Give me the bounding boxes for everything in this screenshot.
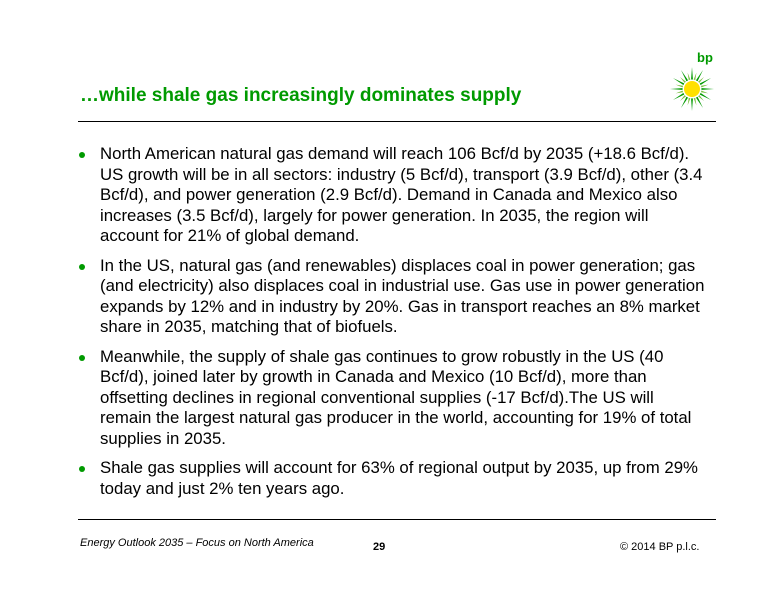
bullet-text: North American natural gas demand will reach 106 Bcf/d by 2035 (+18.6 Bcf/d). US growth will be in all sectors: industry (5 Bcf/d), transport (3.9 Bcf/d), other (3.4 Bcf/d), and power generation (2.9 Bcf/d). Demand in Canada and Mexico also increases (3.5 Bcf/d), largely for power generation. In 2035, the region will account for 21% of global demand.: [100, 144, 703, 245]
bullet-item: [76, 347, 706, 450]
footer-source: Energy Outlook 2035 – Focus on North America: [80, 537, 314, 549]
bullet-text: Meanwhile, the supply of shale gas continues to grow robustly in the US (40 Bcf/d), joined later by growth in Canada and Mexico (10 Bcf/d), more than offsetting declines in regional conventional supplies (-17 Bcf/d).The US will remain the largest natural gas producer in the world, accounting for 19% of total supplies in 2035.: [100, 346, 692, 448]
bullet-dot-icon: [79, 355, 85, 361]
bp-logo-text: bp: [697, 50, 713, 65]
bullet-text: Shale gas supplies will account for 63% of regional output by 2035, up from 29% today and just 2% ten years ago.: [100, 458, 698, 498]
footer-divider: [78, 519, 716, 520]
bullet-item: [76, 256, 706, 338]
title-divider: [78, 121, 716, 122]
copyright-notice: © 2014 BP p.l.c.: [620, 541, 700, 553]
bullet-dot-icon: [79, 152, 85, 158]
bullet-dot-icon: [79, 264, 85, 270]
bullet-item: [76, 458, 706, 499]
slide-title: …while shale gas increasingly dominates supply: [80, 85, 522, 106]
bullet-text: In the US, natural gas (and renewables) displaces coal in power generation; gas (and electricity) also displaces coal in industrial use. Gas use in power generation expands by 12% and in industry by 20%. Gas in transport reaches an 8% market share in 2035, matching that of biofuels.: [100, 255, 705, 336]
page-number: 29: [373, 541, 386, 553]
bullet-list: [76, 144, 706, 508]
bullet-dot-icon: [79, 466, 85, 472]
bullet-item: [76, 144, 706, 247]
bp-helios-logo: [664, 51, 724, 115]
